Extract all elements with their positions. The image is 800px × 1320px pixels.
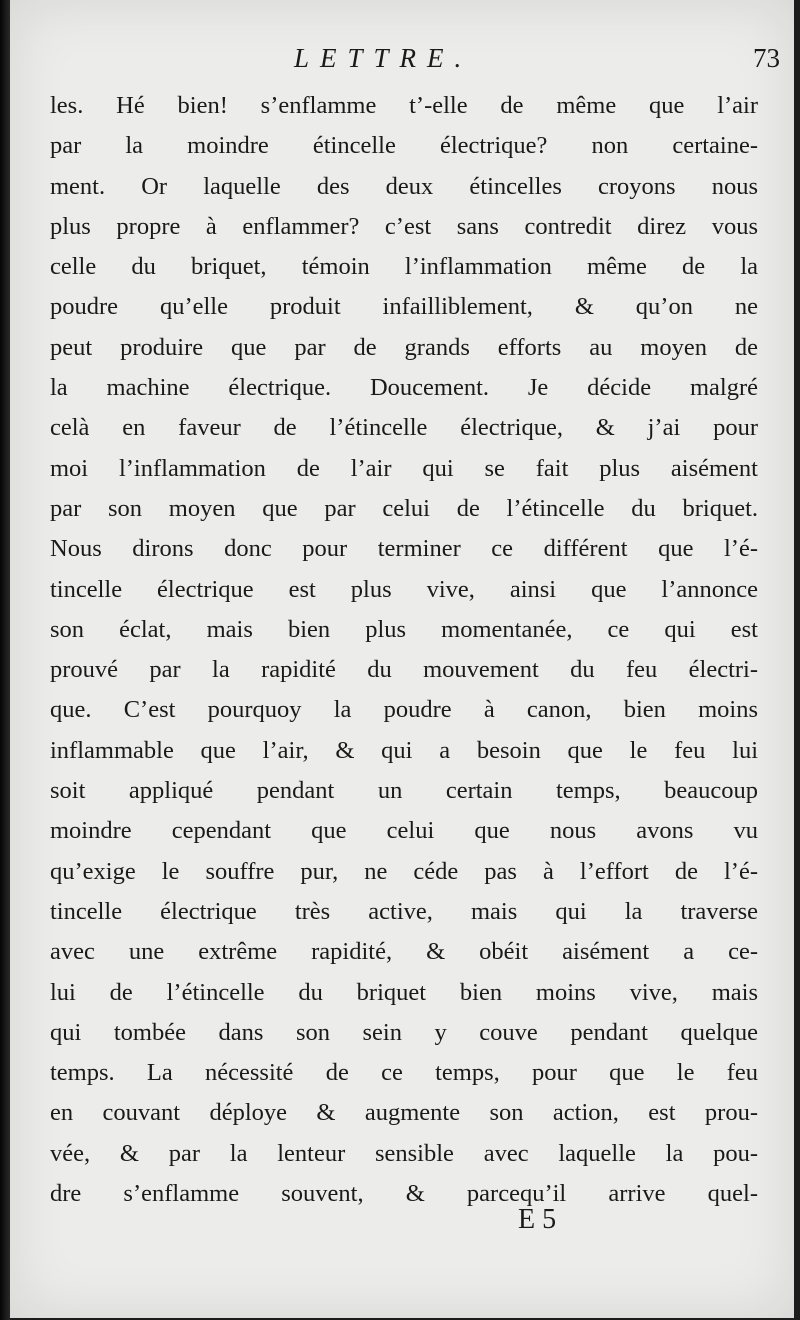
text-line: par la moindre étincelle électrique? non certaine- bbox=[50, 132, 758, 160]
text-line: moindre cependant que celui que nous avons vu bbox=[50, 817, 758, 845]
text-line: plus propre à enflammer? c’est sans contredit direz vous bbox=[50, 212, 758, 240]
text-line: prouvé par la rapidité du mouvement du feu électri- bbox=[50, 656, 758, 684]
text-line: par son moyen que par celui de l’étincelle du briquet. bbox=[50, 494, 758, 522]
signature-mark: E 5 bbox=[518, 1204, 557, 1235]
page-number: 73 bbox=[753, 43, 780, 73]
text-line: avec une extrême rapidité, & obéit aisément a ce- bbox=[50, 938, 758, 966]
text-line: inflammable que l’air, & qui a besoin que le feu lui bbox=[50, 736, 758, 764]
text-line: ment. Or laquelle des deux étincelles croyons nous bbox=[50, 172, 758, 200]
text-line: que. C’est pourquoy la poudre à canon, bien moins bbox=[50, 696, 758, 724]
text-line: les. Hé bien! s’enflamme t’-elle de même que l’air bbox=[50, 92, 758, 119]
text-line: moi l’inflammation de l’air qui se fait plus aisément bbox=[50, 454, 758, 482]
text-line: qui tombée dans son sein y couve pendant quelque bbox=[50, 1018, 758, 1046]
running-head bbox=[10, 38, 794, 78]
text-line: poudre qu’elle produit infailliblement, & qu’on ne bbox=[50, 293, 758, 321]
text-line: temps. La nécessité de ce temps, pour que le feu bbox=[50, 1059, 758, 1087]
text-line: son éclat, mais bien plus momentanée, ce qui est bbox=[50, 615, 758, 643]
text-line: vée, & par la lenteur sensible avec laquelle la pou- bbox=[50, 1139, 758, 1167]
text-line: la machine électrique. Doucement. Je décide malgré bbox=[50, 374, 758, 402]
text-line: tincelle électrique est plus vive, ainsi que l’annonce bbox=[50, 575, 758, 603]
text-line: lui de l’étincelle du briquet bien moins vive, mais bbox=[50, 978, 758, 1006]
text-line: en couvant déploye & augmente son action, est prou- bbox=[50, 1099, 758, 1127]
text-line: peut produire que par de grands efforts au moyen de bbox=[50, 333, 758, 361]
body-text bbox=[50, 86, 758, 1214]
text-line: tincelle électrique très active, mais qui la traverse bbox=[50, 897, 758, 925]
page-edge-shadow bbox=[0, 0, 10, 1320]
text-line: celà en faveur de l’étincelle électrique, & j’ai pour bbox=[50, 414, 758, 442]
running-title: LETTRE. bbox=[294, 43, 473, 73]
text-line: Nous dirons donc pour terminer ce différent que l’é- bbox=[50, 535, 758, 563]
text-line: soit appliqué pendant un certain temps, beaucoup bbox=[50, 777, 758, 805]
text-line: dre s’enflamme souvent, & parcequ’il arrive quel- bbox=[50, 1180, 758, 1208]
text-line: celle du briquet, témoin l’inflammation même de la bbox=[50, 253, 758, 281]
book-page bbox=[10, 0, 794, 1318]
text-line: qu’exige le souffre pur, ne céde pas à l’effort de l’é- bbox=[50, 857, 758, 885]
